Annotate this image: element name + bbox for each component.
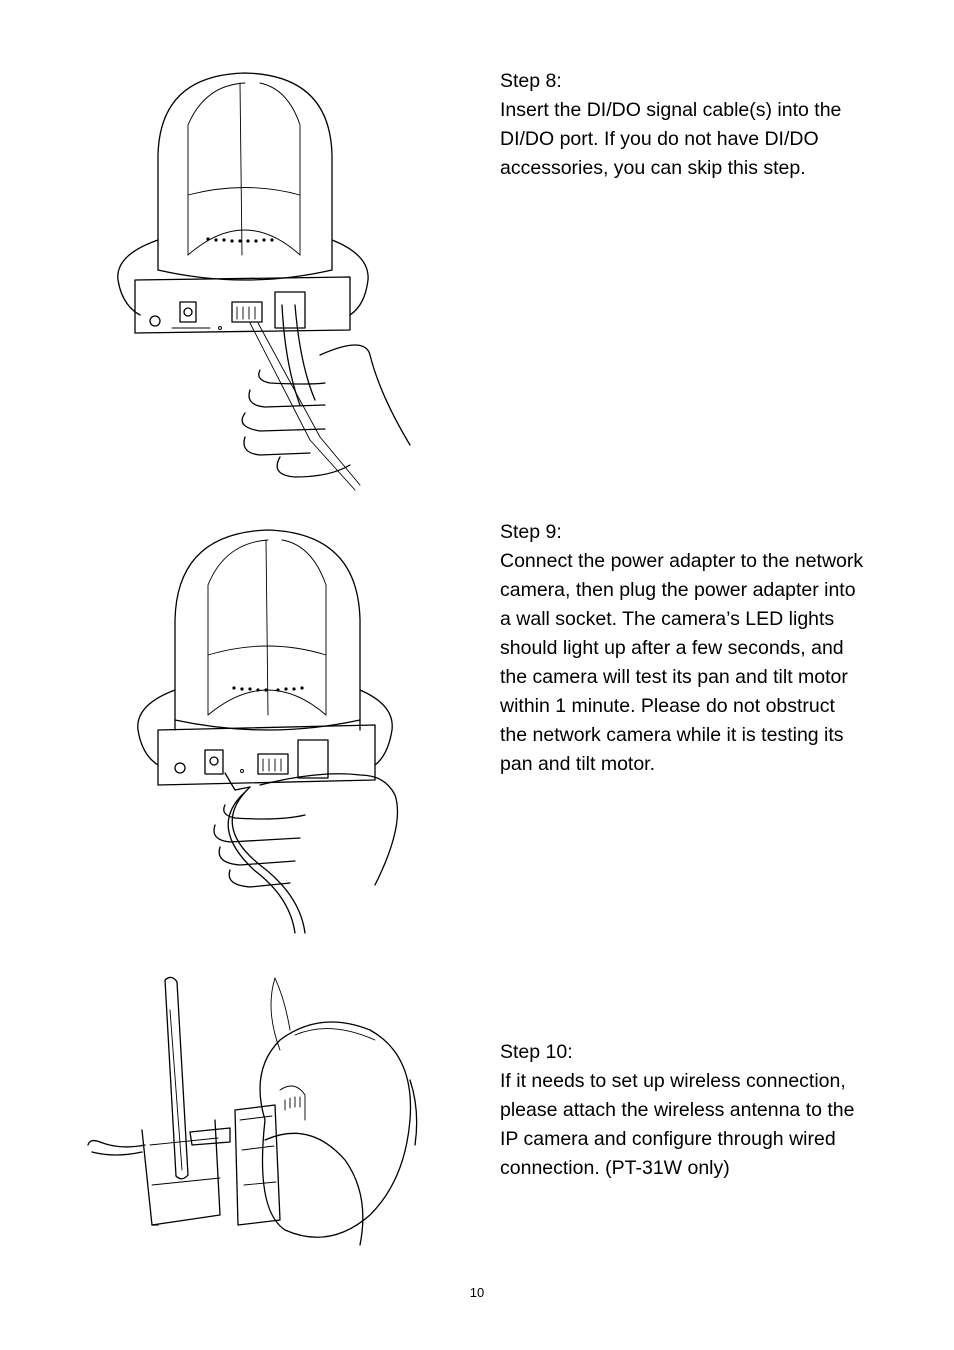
step-10-illustration	[80, 970, 425, 1255]
step-8	[500, 67, 910, 183]
step-title: Step 8:	[500, 70, 562, 92]
page-number: 10	[469, 1285, 485, 1300]
step-instructions: Connect the power adapter to the network camera, then plug the power adapter into a wall socket. The camera’s LED lights should light up after a few seconds, and the camera will test its pan and tilt motor within 1 minute. Please do not obstruct the network camera while it is testing its pan and tilt motor.	[500, 550, 864, 775]
step-instructions: If it needs to set up wireless connection, please attach the wireless antenna to the IP camera and configure through wired connection. (PT-31W only)	[500, 1070, 855, 1179]
step-title: Step 9:	[500, 521, 562, 543]
step-8-illustration	[110, 65, 420, 495]
step-title: Step 10:	[500, 1041, 573, 1063]
step-instructions: Insert the DI/DO signal cable(s) into the DI/DO port. If you do not have DI/DO accessories, you can skip this step.	[500, 99, 842, 179]
step-10	[500, 1038, 910, 1183]
step-9	[500, 518, 910, 779]
step-9-illustration	[130, 525, 420, 935]
